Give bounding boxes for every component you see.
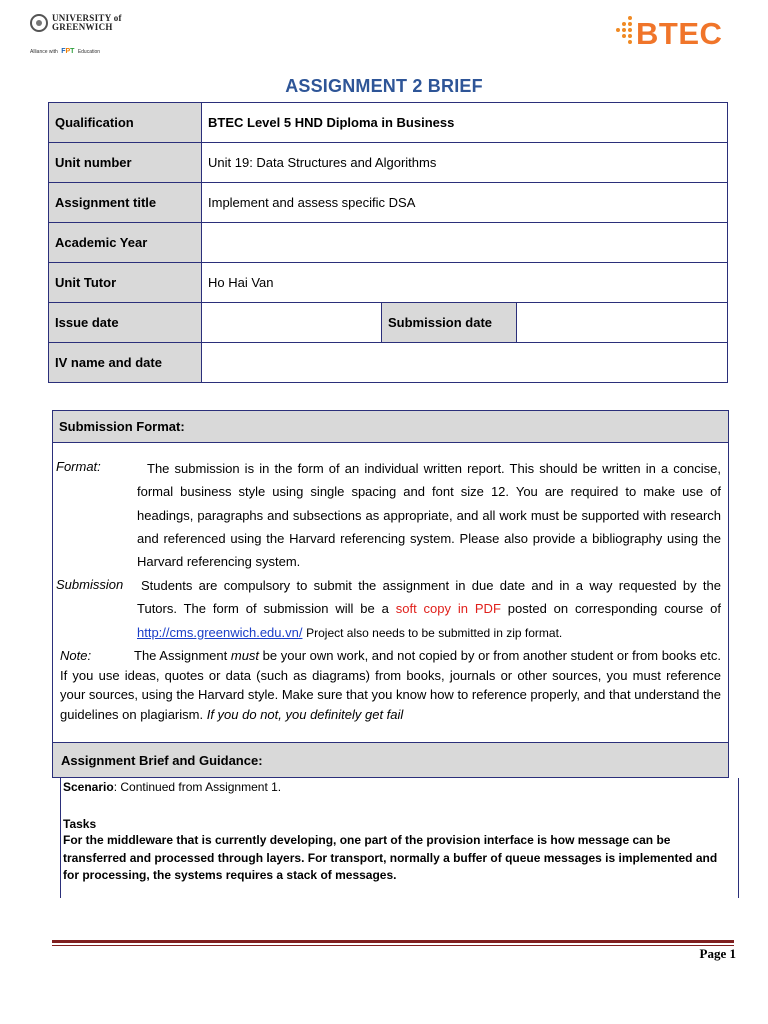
fpt-letter-p: P: [65, 48, 71, 55]
submission-label: Submission: [56, 577, 124, 592]
btec-wordmark: BTEC: [636, 16, 723, 51]
table-row: [49, 183, 728, 223]
assignment-info-table: [48, 102, 728, 383]
iv-value: [202, 343, 728, 383]
note-text: [60, 646, 721, 724]
btec-dots-icon: [614, 16, 636, 48]
alliance-prefix: Alliance with: [30, 49, 58, 55]
btec-logo: [614, 14, 744, 54]
academic-year-value: [202, 223, 728, 263]
scenario-label: Scenario: [63, 780, 114, 794]
fpt-logo: [61, 48, 74, 55]
qualification-label: Qualification: [49, 103, 202, 143]
submission-date-value: [517, 303, 728, 343]
issue-date-value: [202, 303, 382, 343]
university-name: [52, 14, 122, 32]
assignment-title-value: Implement and assess specific DSA: [202, 183, 728, 223]
tasks-label: Tasks: [63, 817, 97, 831]
page-title: ASSIGNMENT 2 BRIEF: [285, 76, 483, 96]
tasks-text: For the middleware that is currently developing, one part of the provision interface is how message can be transferred and processed through layers. For transport, normally a buffer of queue messages is implemented and for processing, the systems requires a stack of messages.: [63, 833, 718, 882]
issue-date-label: Issue date: [49, 303, 202, 343]
scenario-line: [63, 778, 281, 796]
university-logo: [30, 12, 130, 60]
fpt-letter-t: T: [70, 48, 75, 55]
format-text: The submission is in the form of an individual written report. This should be written in a concise, formal business style using single spacing and font size 12. You are required to make use of headings, paragraphs and subsections as appropriate, and all work must be supported with research and referenced using the Harvard referencing system. Please also provide a bibliography using the Harvard referencing system.: [137, 461, 721, 570]
soft-copy-highlight: soft copy in PDF: [395, 601, 501, 617]
assignment-brief-heading: Assignment Brief and Guidance:: [52, 742, 729, 778]
iv-label: IV name and date: [49, 343, 202, 383]
table-row: [49, 343, 728, 383]
table-row: [49, 263, 728, 303]
page-number: Page 1: [699, 946, 736, 961]
cms-link[interactable]: http://cms.greenwich.edu.vn/: [137, 624, 303, 640]
submission-format-heading: Submission Format:: [53, 411, 728, 443]
qualification-value: BTEC Level 5 HND Diploma in Business: [202, 103, 728, 143]
unit-number-value: Unit 19: Data Structures and Algorithms: [202, 143, 728, 183]
academic-year-label: Academic Year: [49, 223, 202, 263]
alliance-line: [30, 48, 100, 55]
scenario-text: : Continued from Assignment 1.: [113, 780, 282, 794]
unit-number-label: Unit number: [49, 143, 202, 183]
unit-tutor-label: Unit Tutor: [49, 263, 202, 303]
table-row: [49, 103, 728, 143]
submission-format-section: [52, 410, 729, 742]
fpt-letter-f: F: [61, 48, 66, 55]
unit-tutor-value: Ho Hai Van: [202, 263, 728, 303]
university-line-1: UNIVERSITY of: [52, 13, 122, 23]
assignment-brief-section: [60, 778, 739, 898]
table-row: [49, 303, 728, 343]
submission-text-part-3: Project also needs to be submitted in zip format.: [306, 625, 563, 640]
footer-divider-thin: [52, 945, 734, 946]
footer-divider: [52, 940, 734, 943]
crest-icon: [30, 14, 48, 32]
note-must: must: [230, 648, 260, 663]
submission-text: [137, 574, 721, 645]
submission-text-part-2: posted on corresponding course of: [507, 601, 721, 617]
table-row: [49, 143, 728, 183]
note-text-part-1: The Assignment: [134, 648, 228, 663]
assignment-title-label: Assignment title: [49, 183, 202, 223]
submission-text-part-1: Students are compulsory to submit the assignment in due date and in a way requested by the Tutors. The form of submission will be a: [137, 578, 721, 617]
note-text-part-2: be your own work, and not copied by or from another student or from books etc. If you use ideas, quotes or data (such as diagrams) from books, journals or other sources, you must reference your sources, using the Harvard style. Make sure that you know how to reference properly, and that understand the guidelines on plagiarism.: [60, 648, 721, 722]
table-row: [49, 223, 728, 263]
university-line-2: GREENWICH: [52, 22, 113, 32]
format-label: Format:: [56, 459, 101, 474]
note-label: Note:: [60, 648, 92, 663]
alliance-suffix: Education: [77, 49, 101, 55]
note-text-part-3: If you do not, you definitely get fail: [206, 706, 404, 722]
submission-date-label: Submission date: [382, 303, 517, 343]
